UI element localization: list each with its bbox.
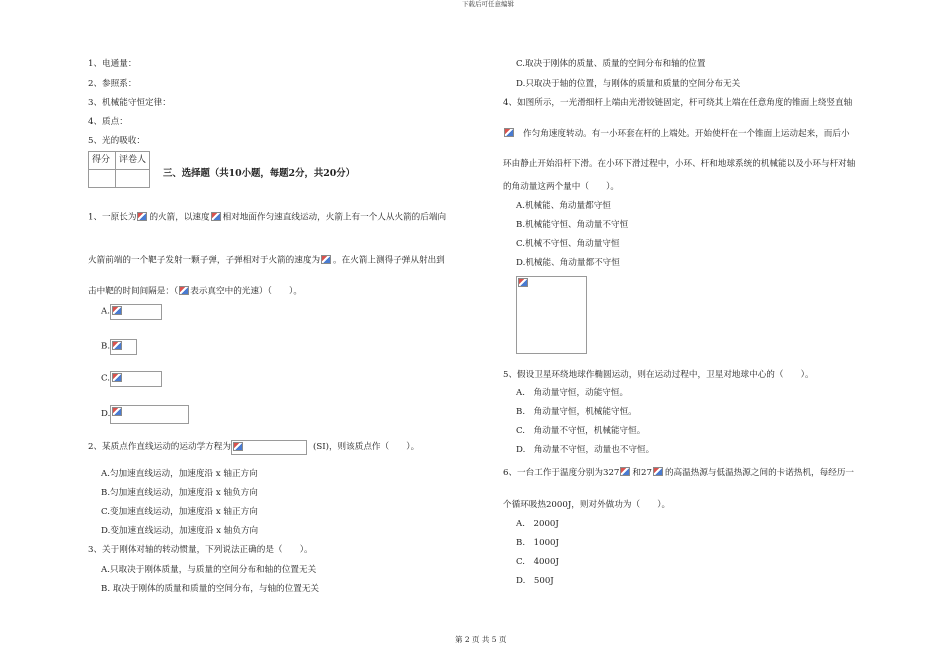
formula-image-icon [110,405,189,424]
formula-image-icon [652,466,665,479]
q2-stem: 2、某质点作直线运动的运动学方程为 (SI)，则该质点作（ ）。 [88,440,419,455]
q4-line1: 4、如图所示，一光滑细杆上端由光滑铰链固定，杆可绕其上端在任意角度的锥面上绕竖直轴 [503,98,853,108]
q1-option-a[interactable]: A. [101,304,162,320]
term-item: 1、电通量： [88,59,137,69]
section-title: 三、选择题（共10小题，每题2分，共20分） [163,168,355,179]
score-box [88,151,150,188]
q6-line2: 个循环吸热2000J，则对外做功为（ ）。 [503,500,671,510]
grader-cell[interactable] [116,170,150,188]
q3-option-b[interactable]: B. 取决于刚体的质量和质量的空间分布，与轴的位置无关 [101,584,320,594]
q1-option-b[interactable]: B. [101,339,137,355]
q6-option-b[interactable]: B. 1000J [516,538,559,548]
term-item: 2、参照系： [88,79,137,89]
q1-option-d[interactable]: D. [101,405,189,424]
q3-option-c[interactable]: C.取决于刚体的质量、质量的空间分布和轴的位置 [516,59,706,69]
q4-option-b[interactable]: B.机械能守恒、角动量不守恒 [516,220,629,230]
formula-image-icon [178,285,190,297]
q2-option-c[interactable]: C.变加速直线运动，加速度沿 x 轴正方向 [101,507,258,517]
score-cell[interactable] [89,170,116,188]
q4-option-c[interactable]: C.机械不守恒、角动量守恒 [516,239,620,249]
formula-image-icon [503,127,523,140]
page-header-note: 下载后可任意编辑 [462,0,514,8]
formula-image-icon [619,466,632,479]
grader-col-label: 评卷人 [116,152,150,170]
formula-image-icon [110,304,162,320]
q4-option-d[interactable]: D.机械能、角动量都不守恒 [516,258,620,268]
q1-line3: 击中靶的时间间隔是：（ 表示真空中的光速）（ ）。 [88,286,302,297]
formula-image-icon [320,254,333,266]
q3-option-a[interactable]: A.只取决于刚体质量，与质量的空间分布和轴的位置无关 [101,565,317,575]
page-number: 第 2 页 共 5 页 [455,635,507,644]
q4-line2: 作匀角速度转动。有一小环套在杆的上端处。开始使杆在一个锥面上运动起来，而后小 [503,127,850,140]
q4-line3: 环由静止开始沿杆下滑。在小环下滑过程中，小环、杆和地球系统的机械能以及小环与杆对轴 [503,159,856,169]
q2-option-d[interactable]: D.变加速直线运动，加速度沿 x 轴负方向 [101,526,259,536]
term-item: 3、机械能守恒定律： [88,98,171,108]
q1-line2: 火箭前端的一个靶子发射一颗子弹，子弹相对于火箭的速度为 。在火箭上测得子弹从射出到 [88,255,445,266]
formula-image-icon [110,339,137,355]
formula-image-icon [136,211,149,223]
q6-option-c[interactable]: C. 4000J [516,557,559,567]
q5-option-d[interactable]: D. 角动量不守恒，动量也不守恒。 [516,445,655,455]
q5-option-b[interactable]: B. 角动量守恒，机械能守恒。 [516,407,637,417]
q6-line1: 6、一台工作于温度分别为327 和27 的高温热源与低温热源之间的卡诺热机，每经历一 [503,468,855,478]
q3-stem: 3、关于刚体对轴的转动惯量，下列说法正确的是（ ）。 [88,545,313,555]
q1-line1: 1、一原长为 的火箭，以速度 相对地面作匀速直线运动，火箭上有一个人从火箭的后端向 [88,212,447,223]
q5-stem: 5、假设卫星环绕地球作椭圆运动，则在运动过程中，卫星对地球中心的（ ）。 [503,370,814,380]
score-col-label: 得分 [89,152,116,170]
q4-line4: 的角动量这两个量中（ ）。 [503,182,620,192]
q5-option-a[interactable]: A. 角动量守恒，动能守恒。 [516,388,629,398]
formula-image-icon [210,211,223,223]
formula-image-icon [110,371,162,387]
q6-option-d[interactable]: D. 500J [516,576,554,586]
q6-option-a[interactable]: A. 2000J [516,519,559,529]
q4-option-a[interactable]: A.机械能、角动量都守恒 [516,201,611,211]
formula-image-icon [231,440,307,455]
term-item: 4、质点： [88,117,128,127]
q5-option-c[interactable]: C. 角动量不守恒，机械能守恒。 [516,426,646,436]
q1-option-c[interactable]: C. [101,371,162,387]
q2-option-a[interactable]: A.匀加速直线运动，加速度沿 x 轴正方向 [101,469,258,479]
q3-option-d[interactable]: D.只取决于轴的位置，与刚体的质量和质量的空间分布无关 [516,79,741,89]
figure-image-icon [516,276,587,354]
q2-option-b[interactable]: B.匀加速直线运动，加速度沿 x 轴负方向 [101,488,258,498]
term-item: 5、光的吸收： [88,136,146,146]
